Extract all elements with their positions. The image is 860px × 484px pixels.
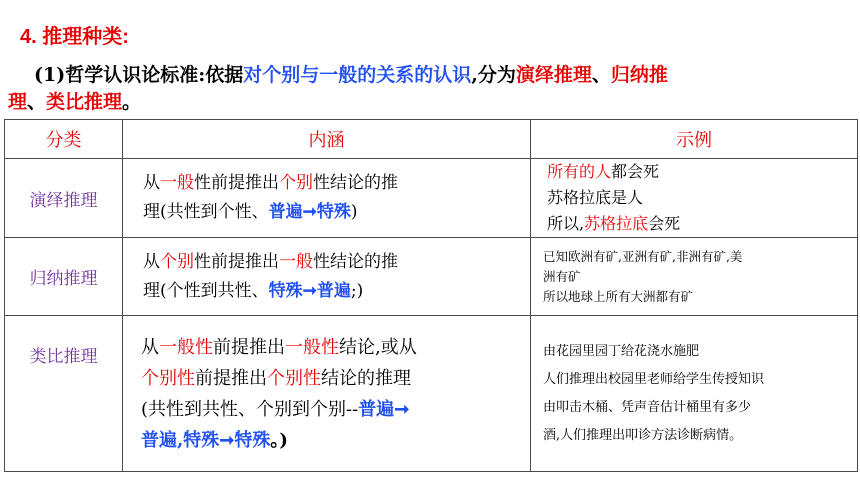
highlight: 一般性 — [159, 336, 213, 358]
highlight: 普遍 — [141, 429, 177, 451]
table-row — [5, 159, 858, 238]
example-line: 由花园里园丁给花浇水施肥 — [543, 343, 700, 359]
highlight: 所有的人 — [547, 162, 612, 181]
intro-highlight-relation: 对个别与一般的关系的认识 — [243, 64, 472, 86]
content-line — [143, 248, 520, 277]
example-line: 所以地球上所有大洲都有矿 — [543, 288, 694, 304]
intro-line-2 — [8, 89, 854, 116]
header-category: 分类 — [5, 120, 123, 159]
highlight: 特殊 — [234, 429, 271, 451]
highlight: 个别性 — [141, 367, 195, 389]
arrow-icon: ➞ — [219, 429, 235, 451]
highlight: 一般 — [160, 173, 194, 193]
highlight: 特殊 — [268, 280, 303, 301]
text: 从 — [141, 336, 159, 358]
highlight: , — [177, 429, 184, 451]
intro-text: (1)哲学认识论标准:依据 — [34, 64, 244, 86]
text: (共性到共性、个别到个别-- — [141, 398, 359, 420]
category-analogical: 类比推理 — [5, 316, 123, 472]
intro-inductive: 归纳推 — [610, 64, 668, 86]
example-line: 酒,人们推理出叩诊方法诊断病情。 — [543, 427, 743, 443]
text: 理(个性到共性、 — [143, 280, 269, 301]
intro-inductive-end: 理 — [8, 91, 28, 113]
highlight: 一般 — [279, 251, 313, 272]
example-line: 人们推理出校园里老师给学生传授知识 — [543, 371, 765, 387]
arrow-icon: ➞ — [302, 280, 317, 301]
example-line: 苏格拉底是人 — [547, 188, 644, 207]
section-heading: 4. 推理种类: — [20, 26, 129, 48]
table-row — [5, 316, 858, 472]
text: 理(共性到个性、 — [143, 202, 269, 222]
example-deductive — [531, 159, 858, 238]
highlight: 个别 — [160, 251, 194, 272]
highlight: 普遍 — [358, 398, 395, 420]
text: 从 — [143, 251, 160, 272]
text: 都会死 — [611, 162, 660, 181]
table-header-row — [5, 120, 858, 159]
text: 性前提推出 — [194, 173, 279, 193]
highlight: 特殊 — [316, 202, 351, 222]
highlight: 普遍 — [316, 280, 351, 301]
text: 从 — [143, 173, 160, 193]
intro-sep: 、 — [591, 64, 611, 86]
content-line — [141, 394, 520, 425]
highlight: 特殊 — [183, 429, 220, 451]
text: 性结论的推 — [313, 173, 398, 193]
intro-sep: 、 — [27, 91, 47, 113]
text: ) — [350, 202, 358, 222]
text: ;) — [350, 280, 364, 301]
intro-deductive: 演绎推理 — [515, 64, 592, 86]
intro-line-1 — [8, 62, 854, 89]
text: 所以, — [547, 214, 585, 233]
table-row — [5, 238, 858, 316]
text: 结论的推理 — [321, 367, 411, 389]
header-content: 内涵 — [123, 120, 531, 159]
content-analogical — [123, 316, 531, 472]
category-deductive: 演绎推理 — [5, 159, 123, 238]
content-deductive — [123, 159, 531, 238]
example-line: 由叩击木桶、凭声音估计桶里有多少 — [543, 399, 752, 415]
content-line — [143, 277, 520, 306]
text: 结论,或从 — [339, 336, 417, 358]
text: 前提推出 — [195, 367, 267, 389]
text: 前提推出 — [213, 336, 285, 358]
arrow-icon: ➞ — [302, 202, 317, 222]
arrow-icon: ➞ — [394, 398, 410, 420]
intro-text: ,分为 — [471, 64, 516, 86]
example-line: 已知欧洲有矿,亚洲有矿,非洲有矿,美 — [543, 248, 743, 264]
intro-analogical: 类比推理 — [46, 91, 123, 113]
content-line — [141, 332, 520, 363]
content-line — [141, 425, 520, 456]
text: 性前提推出 — [194, 251, 279, 272]
content-line — [143, 198, 520, 227]
reasoning-types-table — [4, 119, 858, 472]
intro-end: 。 — [122, 91, 142, 113]
example-analogical — [531, 316, 858, 472]
content-line — [143, 169, 520, 198]
example-line: 洲有矿 — [543, 268, 581, 284]
example-line — [547, 159, 851, 185]
text: 。) — [270, 429, 288, 451]
highlight: 个别性 — [267, 367, 321, 389]
example-inductive — [531, 238, 858, 316]
header-example: 示例 — [531, 120, 858, 159]
intro-paragraph — [8, 62, 854, 116]
highlight: 普遍 — [268, 202, 303, 222]
highlight: 一般性 — [285, 336, 339, 358]
category-inductive: 归纳推理 — [5, 238, 123, 316]
content-inductive — [123, 238, 531, 316]
example-line — [547, 211, 851, 237]
content-line — [141, 363, 520, 394]
highlight: 苏格拉底 — [584, 214, 649, 233]
text: 性结论的推 — [313, 251, 398, 272]
text: 会死 — [648, 214, 681, 233]
highlight: 个别 — [279, 173, 313, 193]
